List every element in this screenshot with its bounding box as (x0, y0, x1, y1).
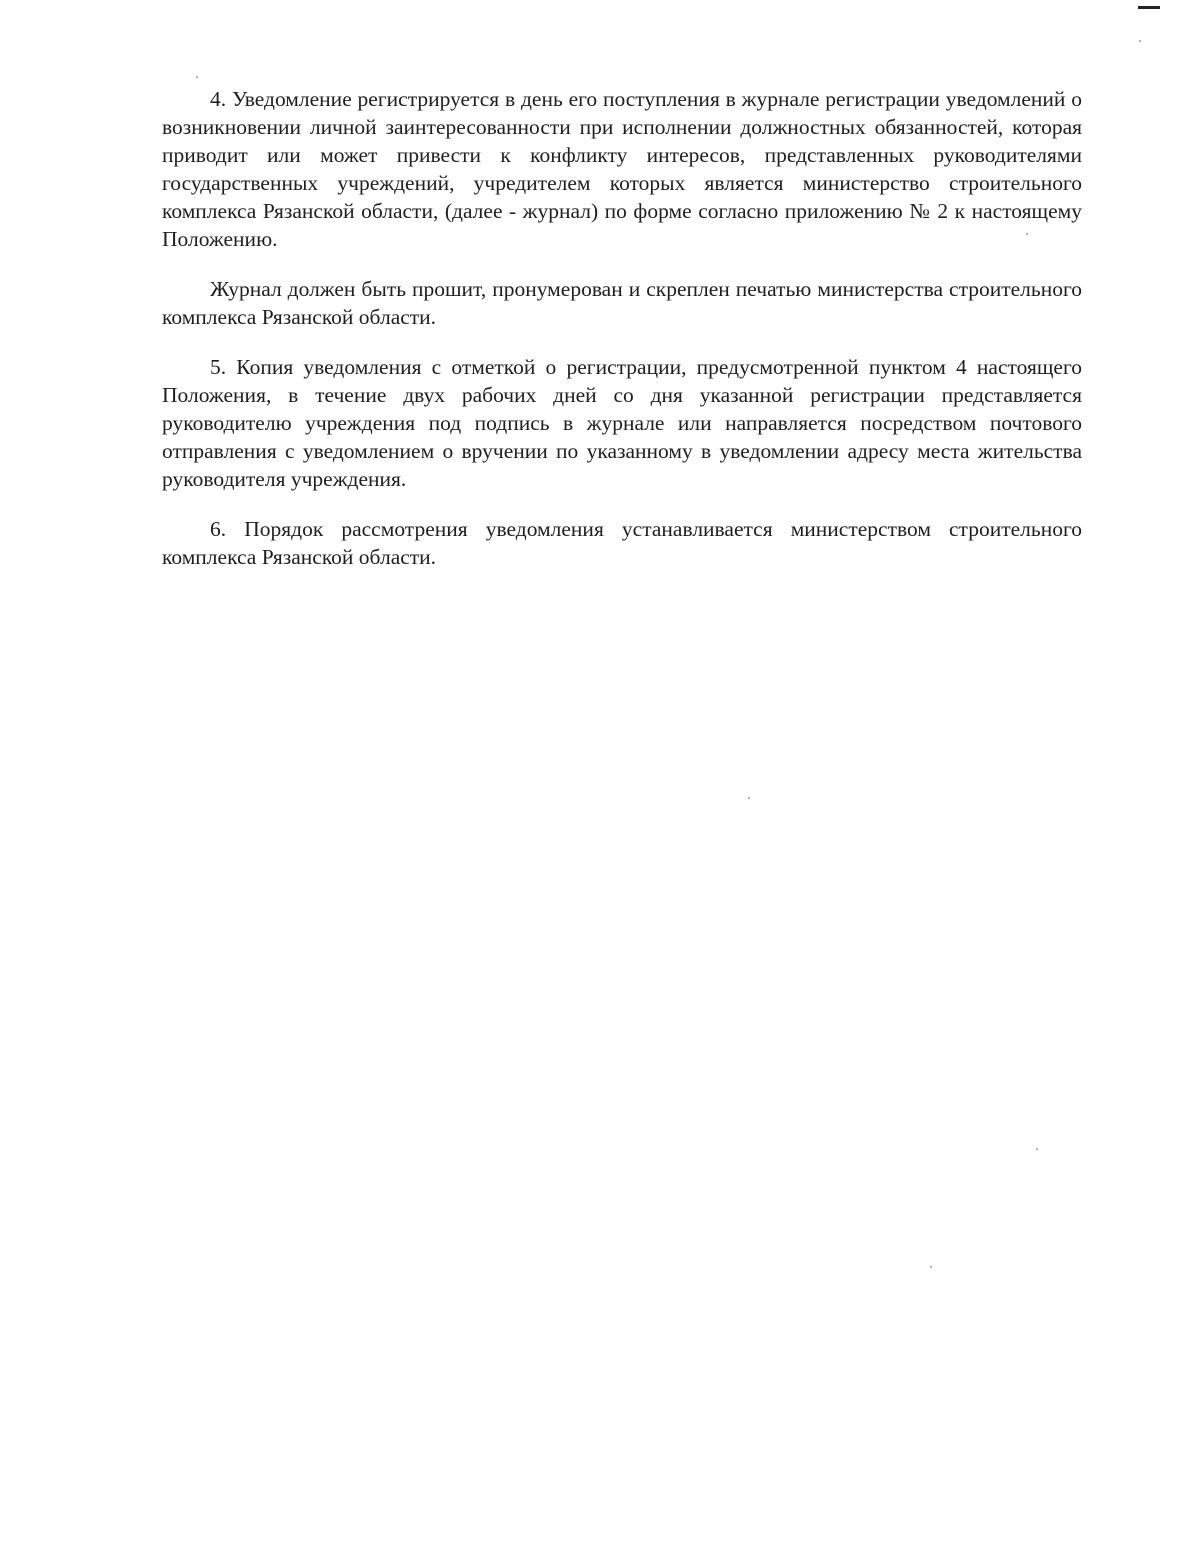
scan-speck (748, 797, 750, 799)
scan-edge-mark (1138, 6, 1160, 9)
scan-speck (196, 76, 198, 78)
document-body (162, 85, 1082, 593)
scan-speck (930, 1266, 932, 1268)
paragraph-journal-binding: Журнал должен быть прошит, пронумерован и скреплен печатью министерства строительного комплекса Рязанской области. (162, 277, 1082, 329)
paragraph-4-registration: 4. Уведомление регистрируется в день его поступления в журнале регистрации уведомлений о возникновении личной заинтересованности при исполнении должностных обязанностей, которая приводит или может привести к конфликту интересов, представленных руководителями государственных учреждений, учредителем которых является министерство строительного комплекса Рязанской области, (далее - журнал) по форме согласно приложению № 2 к настоящему Положению. (162, 87, 1082, 251)
paragraph-5-copy: 5. Копия уведомления с отметкой о регистрации, предусмотренной пунктом 4 настоящего Положения, в течение двух рабочих дней со дня указанной регистрации представляется руководителю учреждения под подпись в журнале или направляется посредством почтового отправления с уведомлением о вручении по указанному в уведомлении адресу места жительства руководителя учреждения. (162, 355, 1082, 491)
scan-speck (1036, 1148, 1038, 1150)
scan-speck (1139, 40, 1141, 42)
paragraph-6-procedure: 6. Порядок рассмотрения уведомления устанавливается министерством строительного комплекса Рязанской области. (162, 517, 1082, 569)
